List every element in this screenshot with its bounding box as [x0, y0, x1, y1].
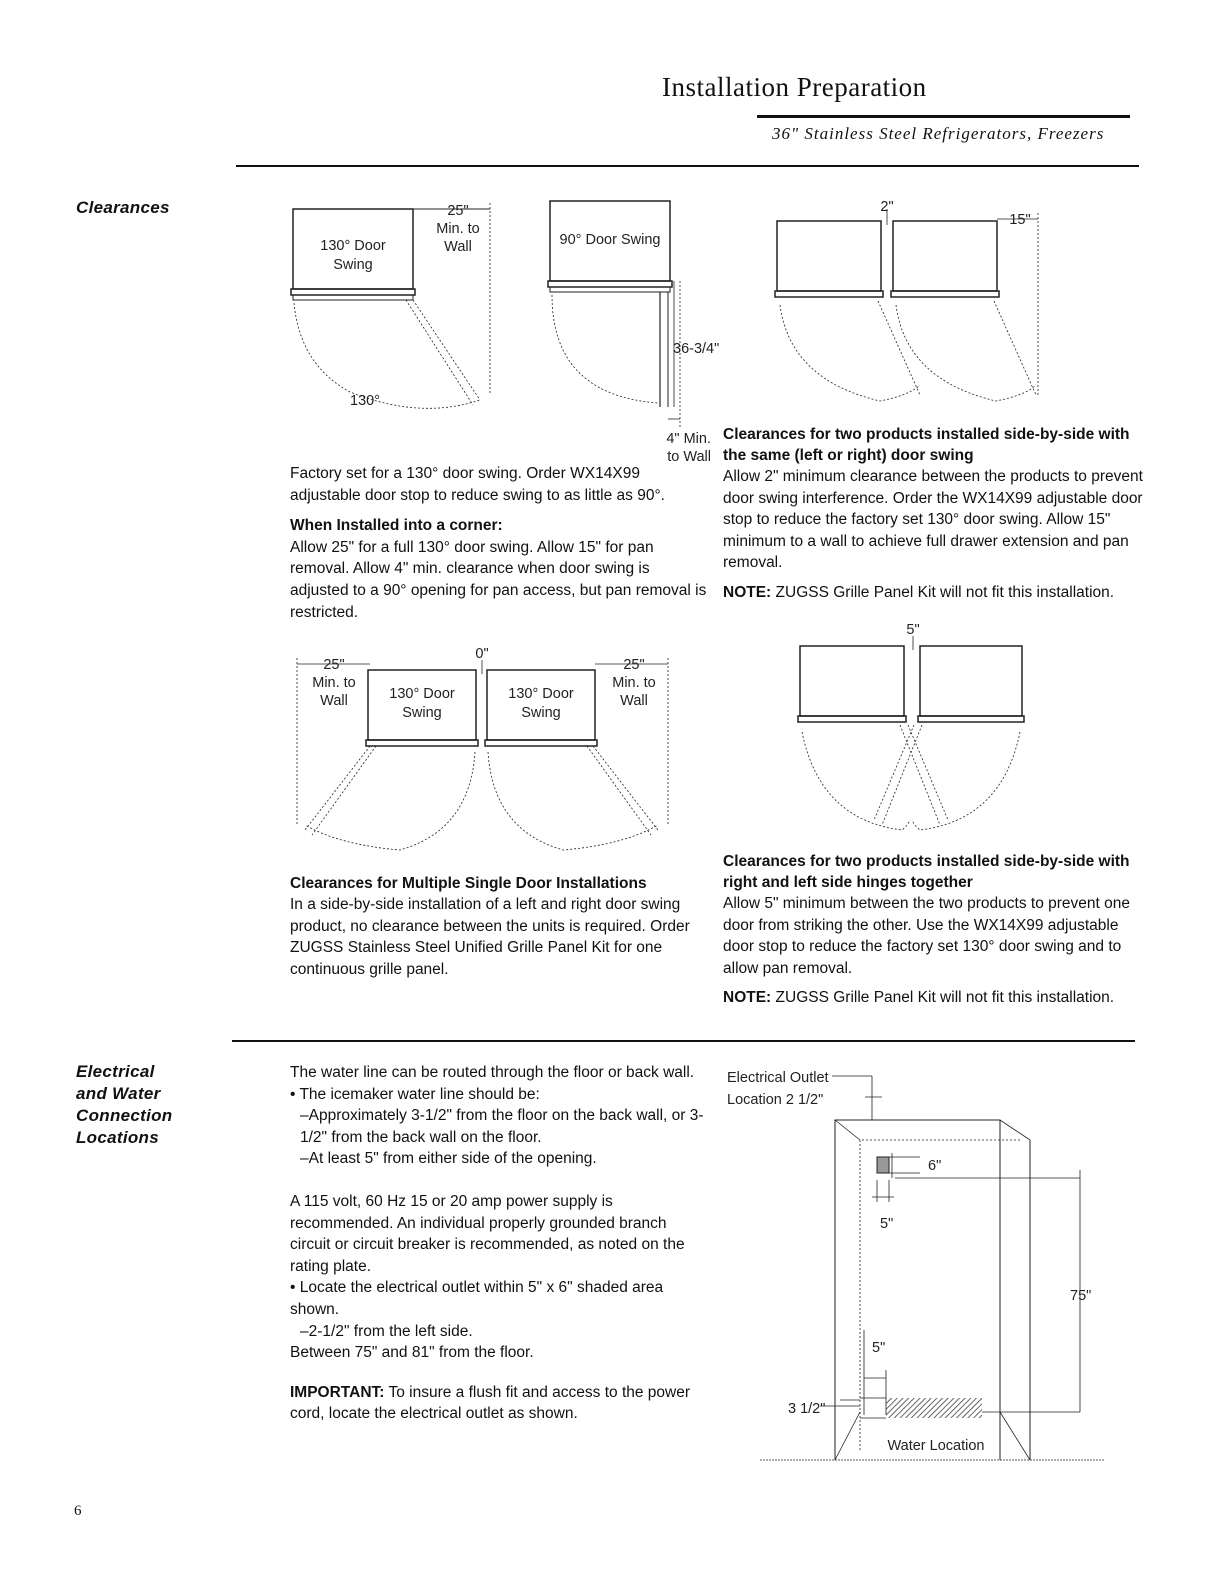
min-to-wall-right-2: Wall [620, 693, 648, 709]
text-block-electrical: The water line can be routed through the floor or back wall. • The icemaker water line should be: –Approximately 3-1/2" from the floor on the back wall, or 3-1/2" from the back wall on the floor. –At least 5" from either side of the opening. A 115 volt, 60 Hz 15 or 20 amp power supply is recommended. An individual properly grounded branch circuit or circuit breaker is recommended, as noted on the rating plate. • Locate the electrical outlet within 5" x 6" shaded area shown. –2-1/2" from the left side. Between 75" and 81" from the floor. IMPORTANT: To insure a flush fit and access to the power cord, locate the electrical outlet as shown. [290, 1064, 704, 1423]
diagram-90-door-swing [540, 195, 720, 465]
dim-36-3-4: 36-3/4" [673, 341, 720, 357]
dim-5a: 5" [880, 1216, 894, 1232]
header-divider [236, 165, 1139, 167]
min-to-wall-2: Wall [444, 239, 472, 255]
dim-3-half: 3 1/2" [788, 1401, 826, 1417]
min-to-wall-right-1: Min. to [612, 675, 656, 691]
text-block-door-swing: Factory set for a 130° door swing. Order WX14X99 adjustable door stop to reduce swing to as little as 90°. When Installed into a corner: Allow 25" for a full 130° door swing. Allow 15" for pan removal. Allow 4" min. clearance when door swing is adjusted to a 90° opening for pan access, but pan removal is restricted. [290, 465, 707, 621]
min-to-wall-left-2: Wall [320, 693, 348, 709]
gap-2: 2" [880, 199, 894, 215]
outlet-label-2: Location 2 1/2" [727, 1092, 824, 1108]
door-swing-label: 130° Door [320, 238, 386, 254]
title-rule [757, 115, 1130, 118]
min-to-wall-left-1: Min. to [312, 675, 356, 691]
section-heading-clearances: Clearances [76, 198, 170, 217]
page-title: Installation Preparation [662, 72, 927, 102]
door-swing-right: 130° Door [508, 686, 574, 702]
door-swing-left: 130° Door [389, 686, 455, 702]
door-swing-right-2: Swing [521, 705, 561, 721]
page-number: 6 [74, 1503, 82, 1519]
diagram-multiple-single-door [290, 640, 680, 860]
dim-6: 6" [928, 1158, 942, 1174]
text-block-same-swing: Clearances for two products installed side-by-side with the same (left or right) door swing Allow 2" minimum clearance between the products to prevent door swing interference. Order the WX14X99 adjustable door stop to reduce the factory set 130° door swing. Allow 15" minimum to a wall to achieve full drawer extension and pan removal. NOTE: ZUGSS Grille Panel Kit will not fit this installation. [723, 426, 1143, 601]
door-swing-label-2: Swing [333, 257, 373, 273]
dim-75: 75" [1070, 1288, 1092, 1304]
section-heading-electrical: Electrical and Water Connection Locations [76, 1062, 173, 1147]
water-location-label: Water Location [887, 1438, 985, 1454]
min-4-label-2: to Wall [667, 449, 711, 465]
page-subtitle: 36" Stainless Steel Refrigerators, Freezers [772, 124, 1105, 143]
dim-15: 15" [1009, 212, 1031, 228]
dim-25-right: 25" [623, 657, 645, 673]
dim-5b: 5" [872, 1340, 886, 1356]
gap-0: 0" [475, 646, 489, 662]
dim-25: 25" [447, 203, 469, 219]
text-block-hinges-together: Clearances for two products installed side-by-side with right and left side hinges together Allow 5" minimum between the two products to prevent one door from striking the other. Use the WX14X99 adjustable door stop to reduce the factory set 130° door swing and to allow pan removal. NOTE: ZUGSS Grille Panel Kit will not fit this installation. [723, 853, 1130, 1007]
door-swing-left-2: Swing [402, 705, 442, 721]
min-4-label: 4" Min. [666, 431, 711, 447]
text-block-multiple-single: Clearances for Multiple Single Door Installations In a side-by-side installation of a left and right door swing product, no clearance between the units is required. Order ZUGSS Stainless Steel Unified Grille Panel Kit for one continuous grille panel. [290, 875, 690, 978]
diagram-hinges-together [790, 620, 1040, 840]
gap-5: 5" [906, 622, 920, 638]
diagram-130-door-swing [280, 195, 500, 425]
door-swing-90-label: 90° Door Swing [559, 232, 661, 248]
outlet-label-1: Electrical Outlet [727, 1070, 829, 1086]
diagram-side-by-side-same-swing [770, 195, 1060, 415]
min-to-wall-1: Min. to [436, 221, 480, 237]
section-divider [232, 1040, 1135, 1042]
diagram-outlet-location [720, 1060, 1120, 1470]
angle-130: 130° [350, 393, 380, 409]
dim-25-left: 25" [323, 657, 345, 673]
